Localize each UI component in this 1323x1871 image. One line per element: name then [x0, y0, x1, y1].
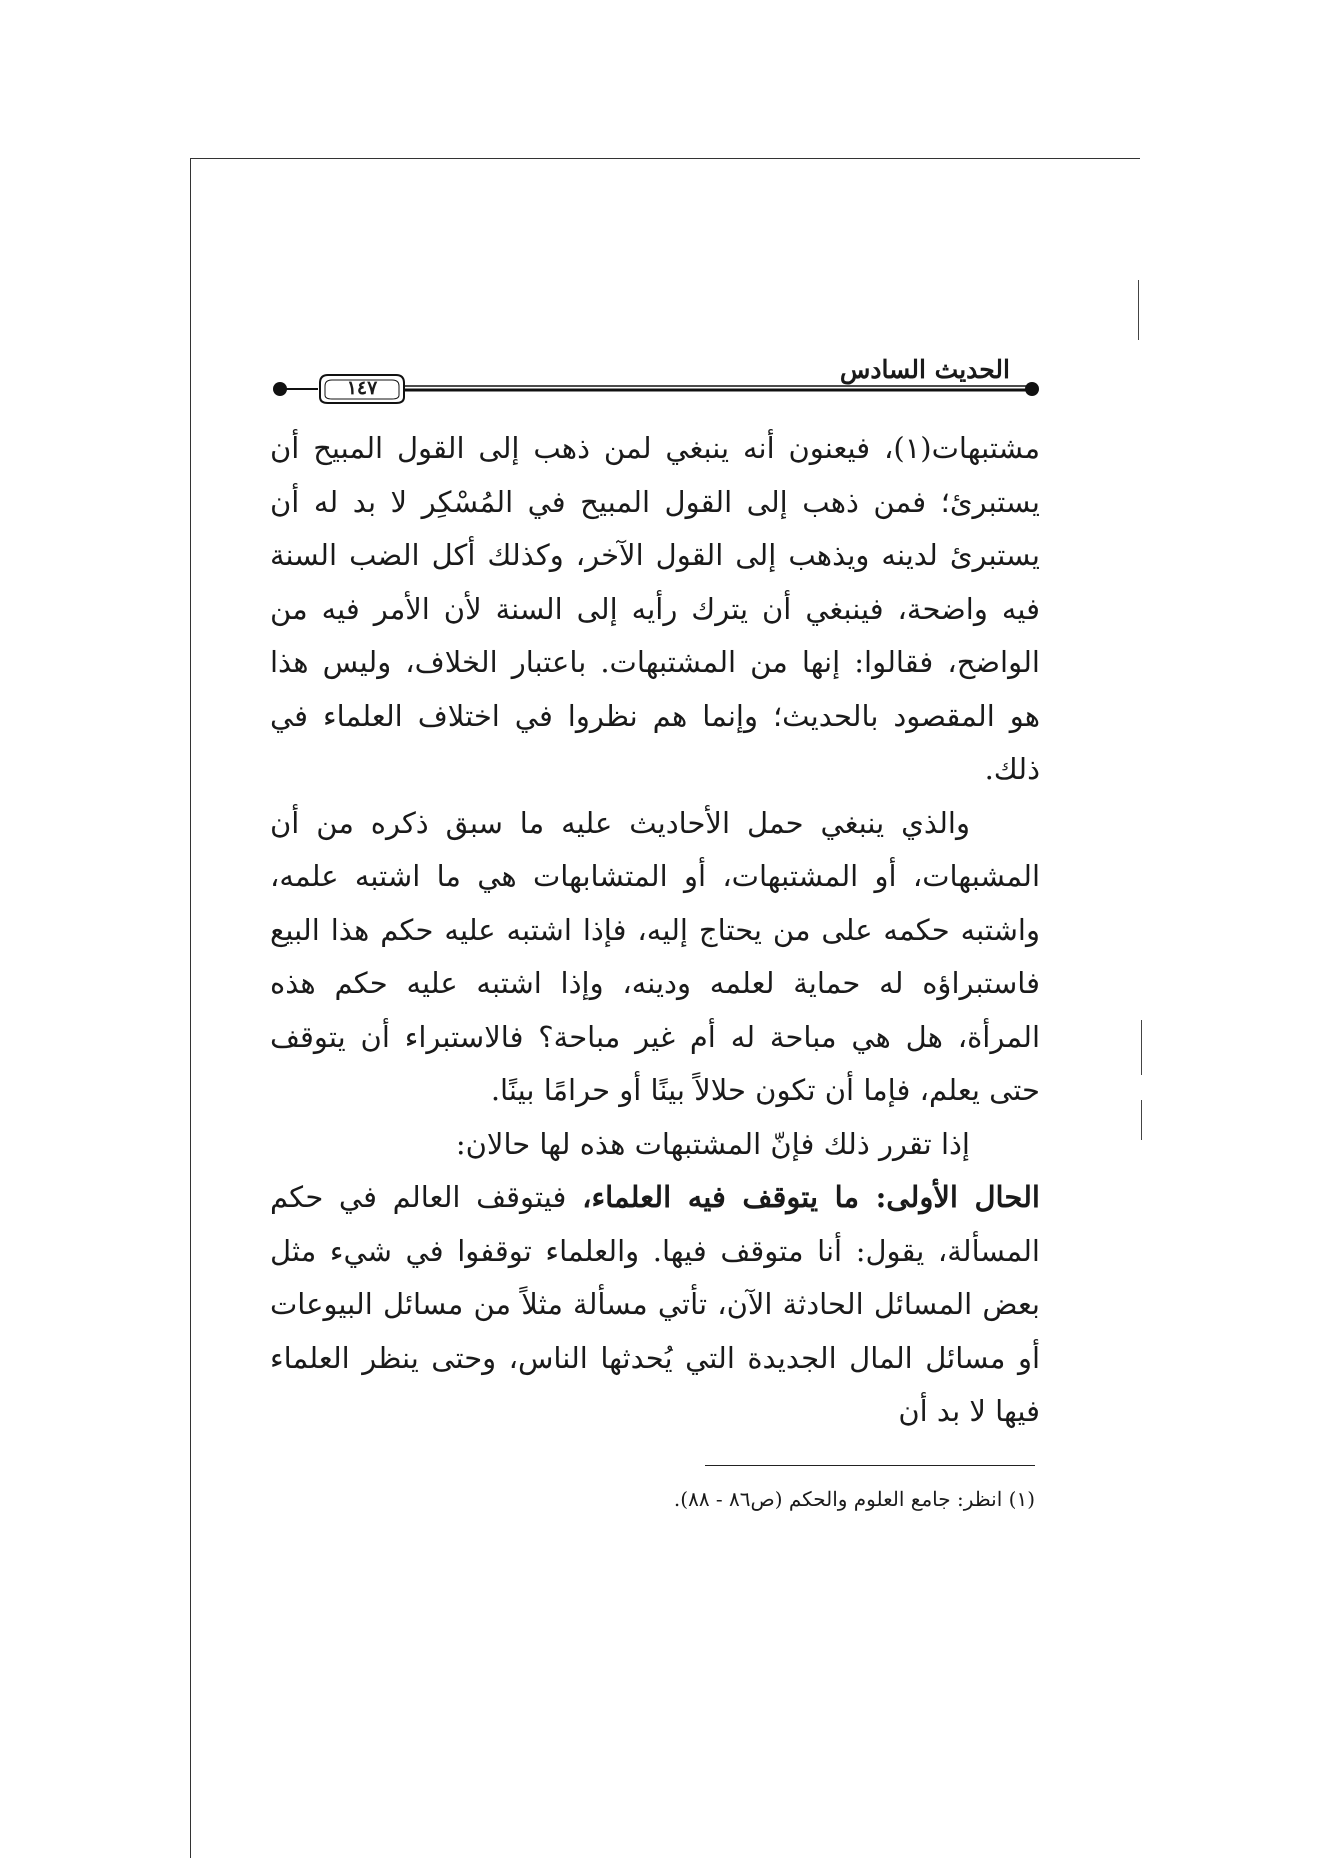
paragraph: مشتبهات(١)، فيعنون أنه ينبغي لمن ذهب إلى القول المبيح أن يستبرئ؛ فمن ذهب إلى القول المبيح في المُسْكِر لا بد له أن يستبرئ لدينه ويذهب إلى القول الآخر، وكذلك أكل الضب السنة فيه واضحة، فينبغي أن يترك رأيه إلى السنة لأن الأمر فيه من الواضح، فقالوا: إنها من المشتبهات. باعتبار الخلاف، وليس هذا هو المقصود بالحديث؛ وإنما هم نظروا في اختلاف العلماء في ذلك. [270, 431, 1041, 786]
main-text [270, 422, 1040, 1439]
scan-mark [1138, 280, 1139, 340]
footnote-divider [705, 1465, 1035, 1466]
scan-mark [1141, 1020, 1142, 1075]
footnote: (١) انظر: جامع العلوم والحكم (ص٨٦ - ٨٨). [673, 1487, 1035, 1511]
scan-edge-left [190, 158, 191, 1858]
scan-edge-top [190, 158, 1140, 159]
page-header [270, 355, 1040, 405]
paragraph-rest: فيتوقف العالم في حكم المسألة، يقول: أنا متوقف فيها. والعلماء توقفوا في شيء مثل بعض المسائل الحادثة الآن، تأتي مسألة مثلاً من مسائل البيوعات أو مسائل المال الجديدة التي يُحدثها الناس، وحتى ينظر العلماء فيها لا بد أن [270, 1180, 1041, 1428]
paragraph: إذا تقرر ذلك فإنّ المشتبهات هذه لها حالان: [455, 1126, 970, 1161]
scan-mark [1141, 1100, 1142, 1140]
paragraph-lead: الحال الأولى: ما يتوقف فيه العلماء، [582, 1180, 1040, 1214]
chapter-title: الحديث السادس [839, 355, 1010, 384]
paragraph [270, 1171, 1040, 1439]
paragraph: والذي ينبغي حمل الأحاديث عليه ما سبق ذكره من أن المشبهات، أو المشتبهات، أو المتشابهات هي ما اشتبه علمه، واشتبه حكمه على من يحتاج إليه، فإذا اشتبه عليه حكم هذا البيع فاستبراؤه له حماية لعلمه ودينه، وإذا اشتبه عليه حكم هذه المرأة، هل هي مباحة له أم غير مباحة؟ فالاستبراء أن يتوقف حتى يعلم، فإما أن تكون حلالاً بينًا أو حرامًا بينًا. [270, 805, 1040, 1107]
page-number: ١٤٧ [346, 377, 378, 399]
